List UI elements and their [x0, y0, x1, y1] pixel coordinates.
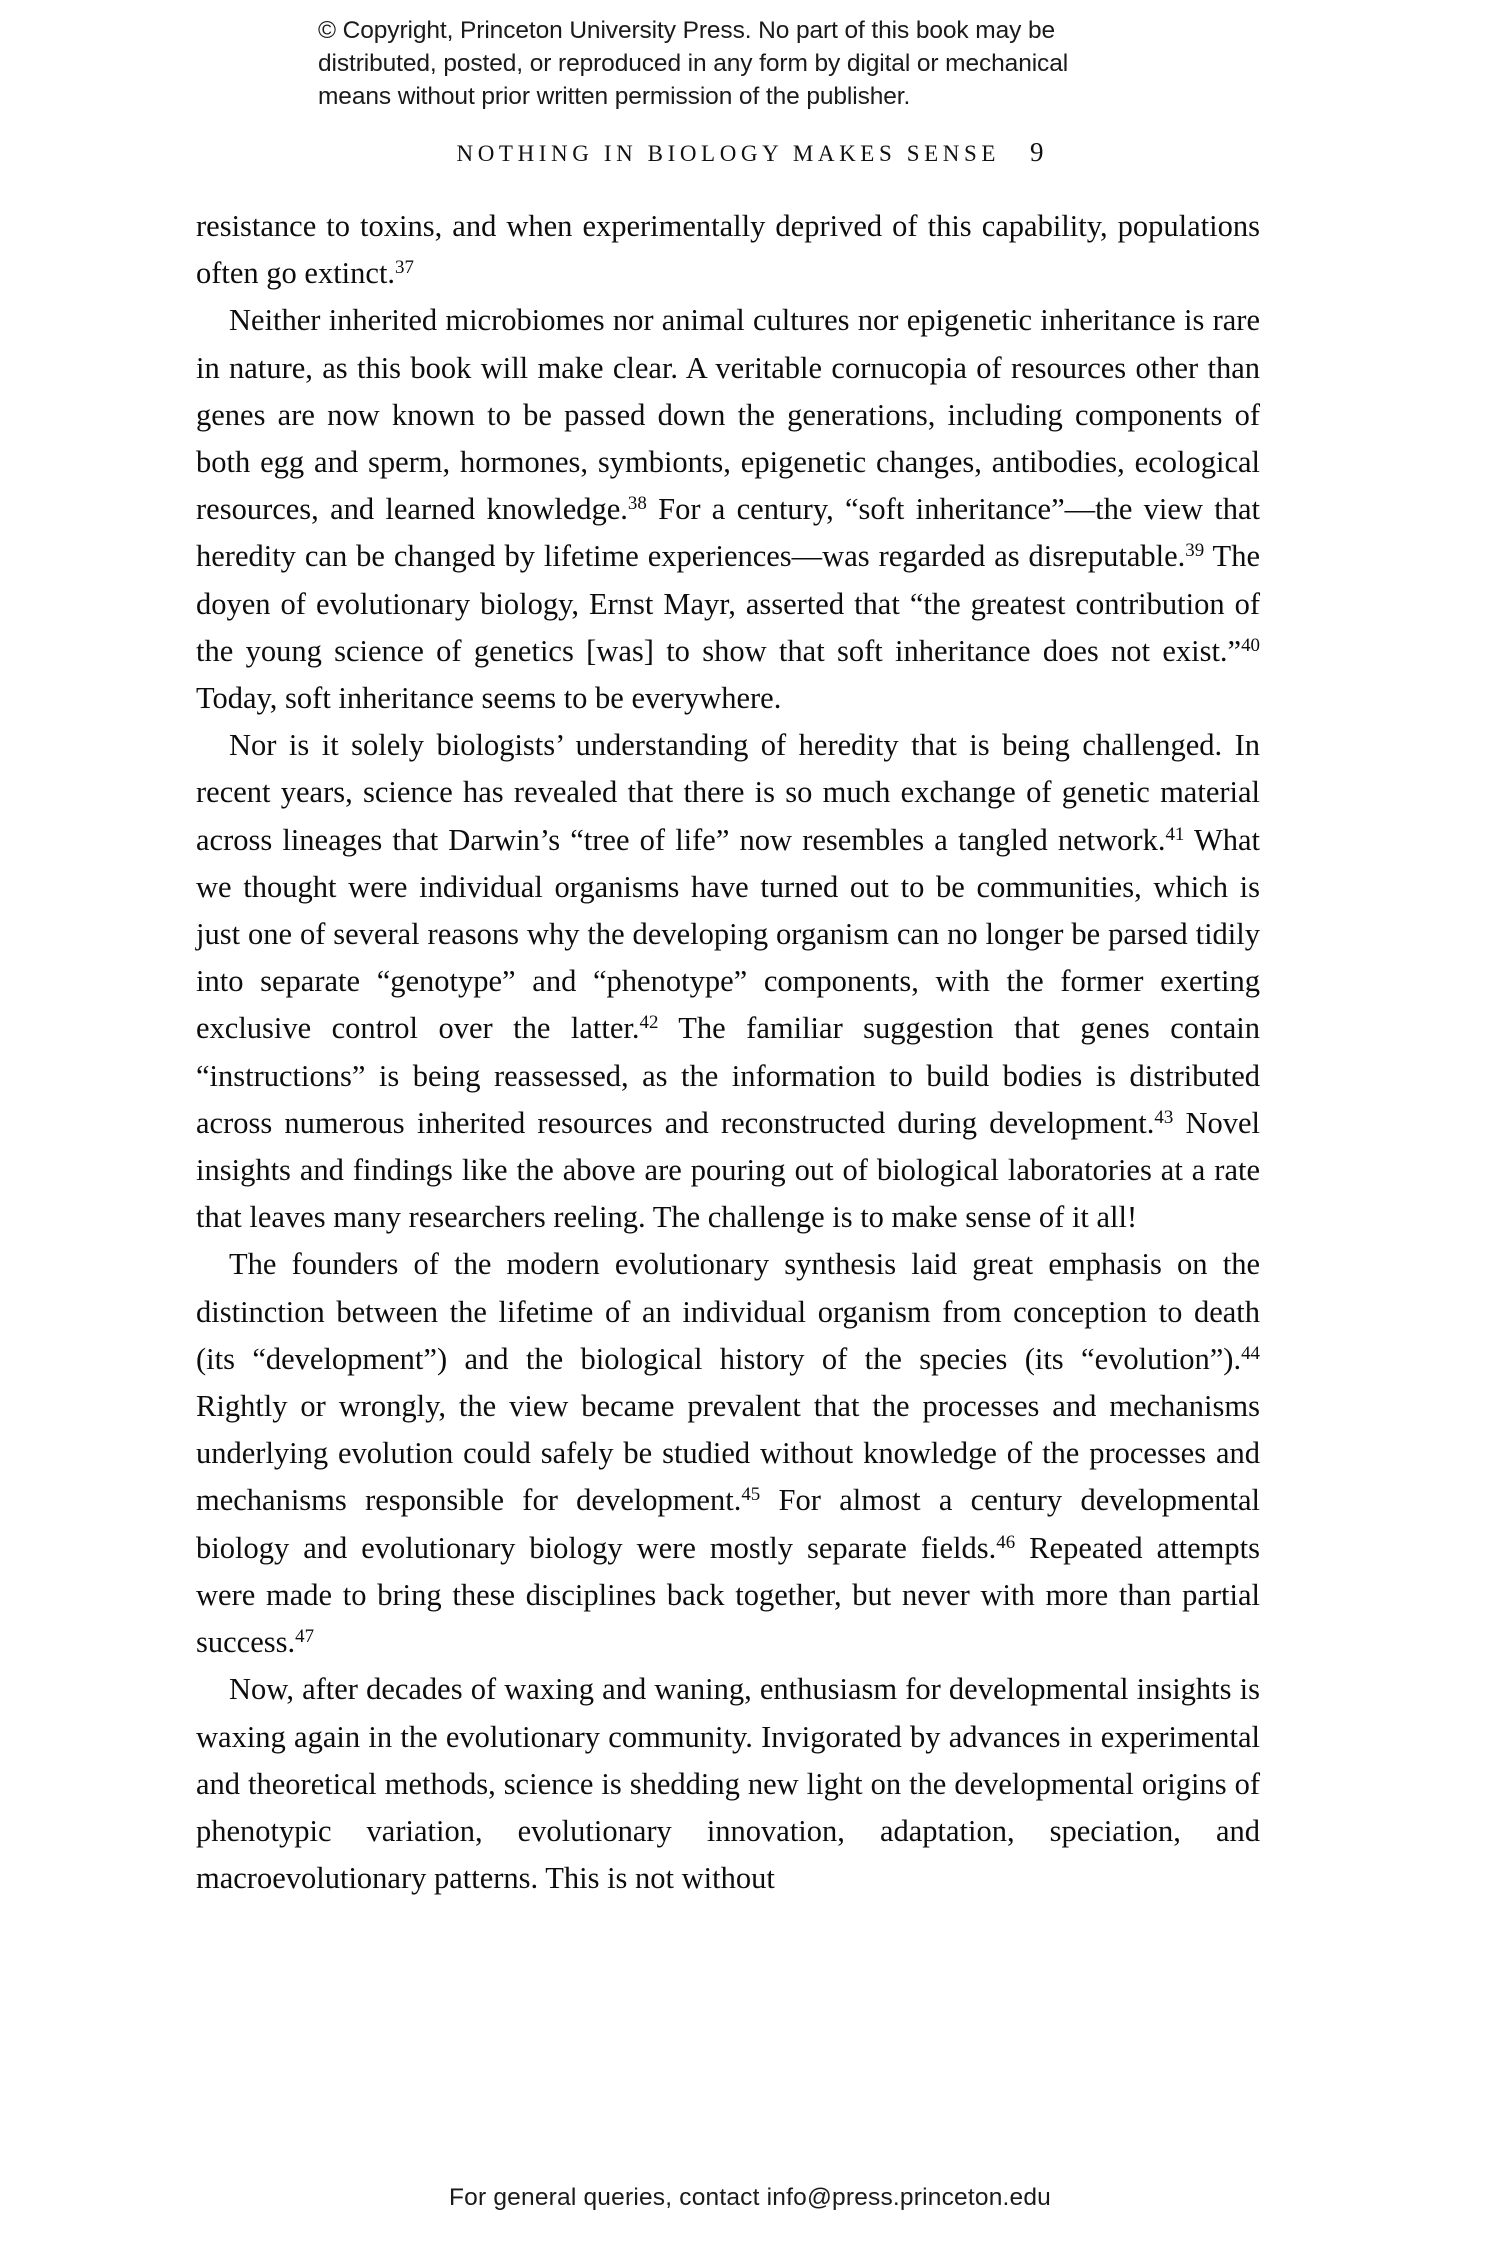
footnote-marker[interactable]: 37 [395, 257, 414, 279]
footnote-marker[interactable]: 42 [639, 1012, 659, 1034]
copyright-line-2: distributed, posted, or reproduced in any form by digital or mechanical [318, 50, 1069, 77]
copyright-line-3: means without prior written permission of the publisher. [318, 83, 911, 110]
footnote-marker[interactable]: 38 [627, 493, 647, 515]
copyright-line-1: © Copyright, Princeton University Press. No part of this book may be [318, 17, 1056, 44]
paragraph: Neither inherited microbiomes nor animal cultures nor epigenetic inheritance is rare in nature, as this book will make clear. A veritable cornucopia of resources other than genes are now known to be passed down the generations, including components of both egg and sperm, hormones, symbionts, epigenetic changes, antibodies, ecological resources, and learned knowledge.$^{38}$ For a century, “soft inheritance”—the view that heredity can be changed by lifetime experiences—was regarded as disreputable.$^{39}$ The doyen of evolutionary biology, Ernst Mayr, asserted that “the greatest contribution of the young science of genetics [was] to show that soft inheritance does not exist.”$^{40}$ Today, soft inheritance seems to be everywhere. [196, 303, 1260, 716]
footnote-marker[interactable]: 41 [1165, 823, 1185, 845]
paragraph: Nor is it solely biologists’ understanding of heredity that is being challenged. In recent years, science has revealed that there is so much exchange of genetic material across lineages that Darwin’s “tree of life” now resembles a tangled network.$^{41}$ What we thought were individual organisms have turned out to be communities, which is just one of several reasons why the developing organism can no longer be parsed tidily into separate “genotype” and “phenotype” components, with the former exerting exclusive control over the latter.$^{42}$ The familiar suggestion that genes contain “instructions” is being reassessed, as the information to build bodies is distributed across numerous inherited resources and reconstructed during development.$^{43}$ Novel insights and findings like the above are pouring out of biological laboratories at a rate that leaves many researchers reeling. The challenge is to make sense of it all! [196, 728, 1261, 1235]
footnote-marker[interactable]: 43 [1154, 1107, 1174, 1129]
paragraph: resistance to toxins, and when experimentally deprived of this capability, populations often go extinct.$^{37}$ [196, 209, 1260, 291]
footnote-marker[interactable]: 45 [741, 1484, 761, 1506]
paragraph: Now, after decades of waxing and waning, enthusiasm for developmental insights is waxing again in the evolutionary community. Invigorated by advances in experimental and theoretical methods, science is shedding new light on the developmental origins of phenotypic variation, evolutionary innovation, adaptation, speciation, and macroevolutionary patterns. This is not without [196, 1672, 1260, 1896]
footnote-marker[interactable]: 39 [1185, 540, 1205, 562]
footnote-marker[interactable]: 47 [295, 1626, 315, 1648]
footnote-marker[interactable]: 40 [1241, 635, 1260, 656]
footnote-marker[interactable]: 44 [1241, 1343, 1260, 1365]
paragraph: The founders of the modern evolutionary synthesis laid great emphasis on the distinction between the lifetime of an individual organism from conception to death (its “development”) and the biological history of the species (its “evolution”).$^{44}$ Rightly or wrongly, the view became prevalent that the processes and mechanisms underlying evolution could safely be studied without knowledge of the processes and mechanisms responsible for development.$^{45}$ For almost a century developmental biology and evolutionary biology were mostly separate fields.$^{46}$ Repeated attempts were made to bring these disciplines back together, but never with more than partial success.$^{47}$ [196, 1247, 1261, 1660]
page-footer: For general queries, contact info@press.princeton.edu [448, 2184, 1052, 2211]
footnote-marker[interactable]: 46 [996, 1531, 1016, 1553]
page-number: 9 [1029, 137, 1044, 167]
copyright-notice [318, 14, 1178, 113]
running-head-title: NOTHING IN BIOLOGY MAKES SENSE [456, 141, 1000, 166]
running-head [0, 137, 1500, 168]
body-text [196, 203, 1260, 1902]
